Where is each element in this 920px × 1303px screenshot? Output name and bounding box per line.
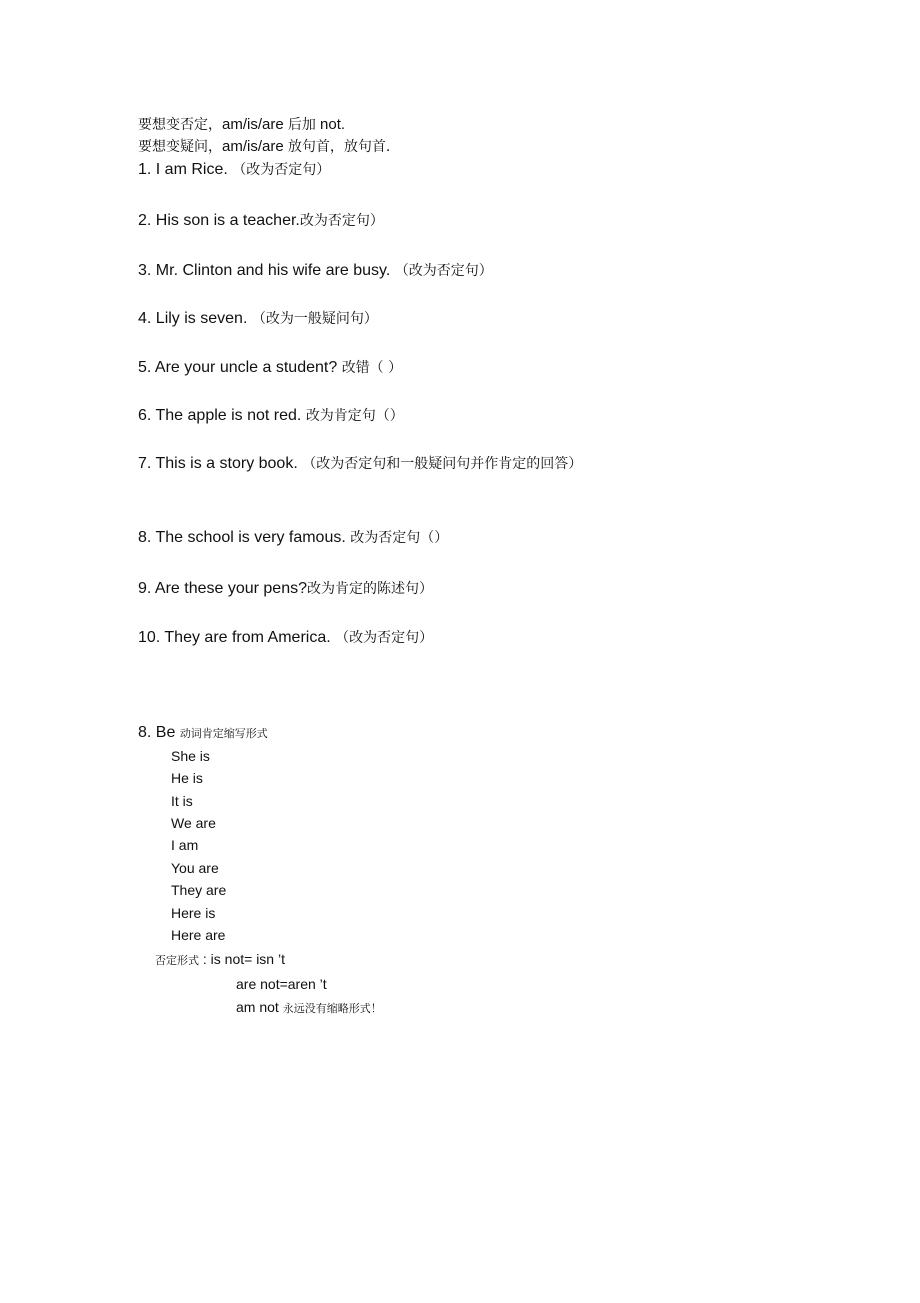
question-1: 1. I am Rice. （改为否定句） — [138, 161, 331, 178]
question-6: 6. The apple is not red. 改为肯定句（） — [138, 407, 404, 424]
question-5: 5. Are your uncle a student? 改错（ ） — [138, 359, 403, 376]
contraction-item: They are — [171, 882, 227, 898]
question-3: 3. Mr. Clinton and his wife are busy. （改为否定句） — [138, 262, 493, 279]
contraction-item: Here is — [171, 905, 216, 921]
question-9: 9. Are these your pens?改为肯定的陈述句） — [138, 580, 433, 597]
question-4: 4. Lily is seven. （改为一般疑问句） — [138, 310, 378, 327]
contraction-item: I am — [171, 837, 199, 853]
question-7: 7. This is a story book. （改为否定句和一般疑问句并作肯定的回答） — [138, 455, 583, 472]
negative-forms-line-1: 否定形式 : is not= isn ’t — [155, 951, 285, 967]
contraction-item: We are — [171, 815, 216, 831]
section-heading: 8. Be 动词肯定缩写形式 — [138, 724, 268, 741]
negative-forms-line-2: are not=aren ’t — [236, 976, 327, 992]
contraction-item: It is — [171, 793, 193, 809]
question-8: 8. The school is very famous. 改为否定句（） — [138, 529, 449, 546]
question-10: 10. They are from America. （改为否定句） — [138, 629, 434, 646]
contraction-item: She is — [171, 748, 210, 764]
contraction-item: Here are — [171, 927, 226, 943]
contraction-item: He is — [171, 770, 203, 786]
intro-line-1: 要想变否定，am/is/are 后加 not. — [138, 116, 346, 133]
question-2: 2. His son is a teacher.改为否定句） — [138, 212, 384, 229]
contraction-item: You are — [171, 860, 219, 876]
intro-line-2: 要想变疑问，am/is/are 放句首，放句首. — [138, 138, 391, 155]
negative-forms-line-3: am not 永远没有缩略形式！ — [236, 999, 382, 1015]
